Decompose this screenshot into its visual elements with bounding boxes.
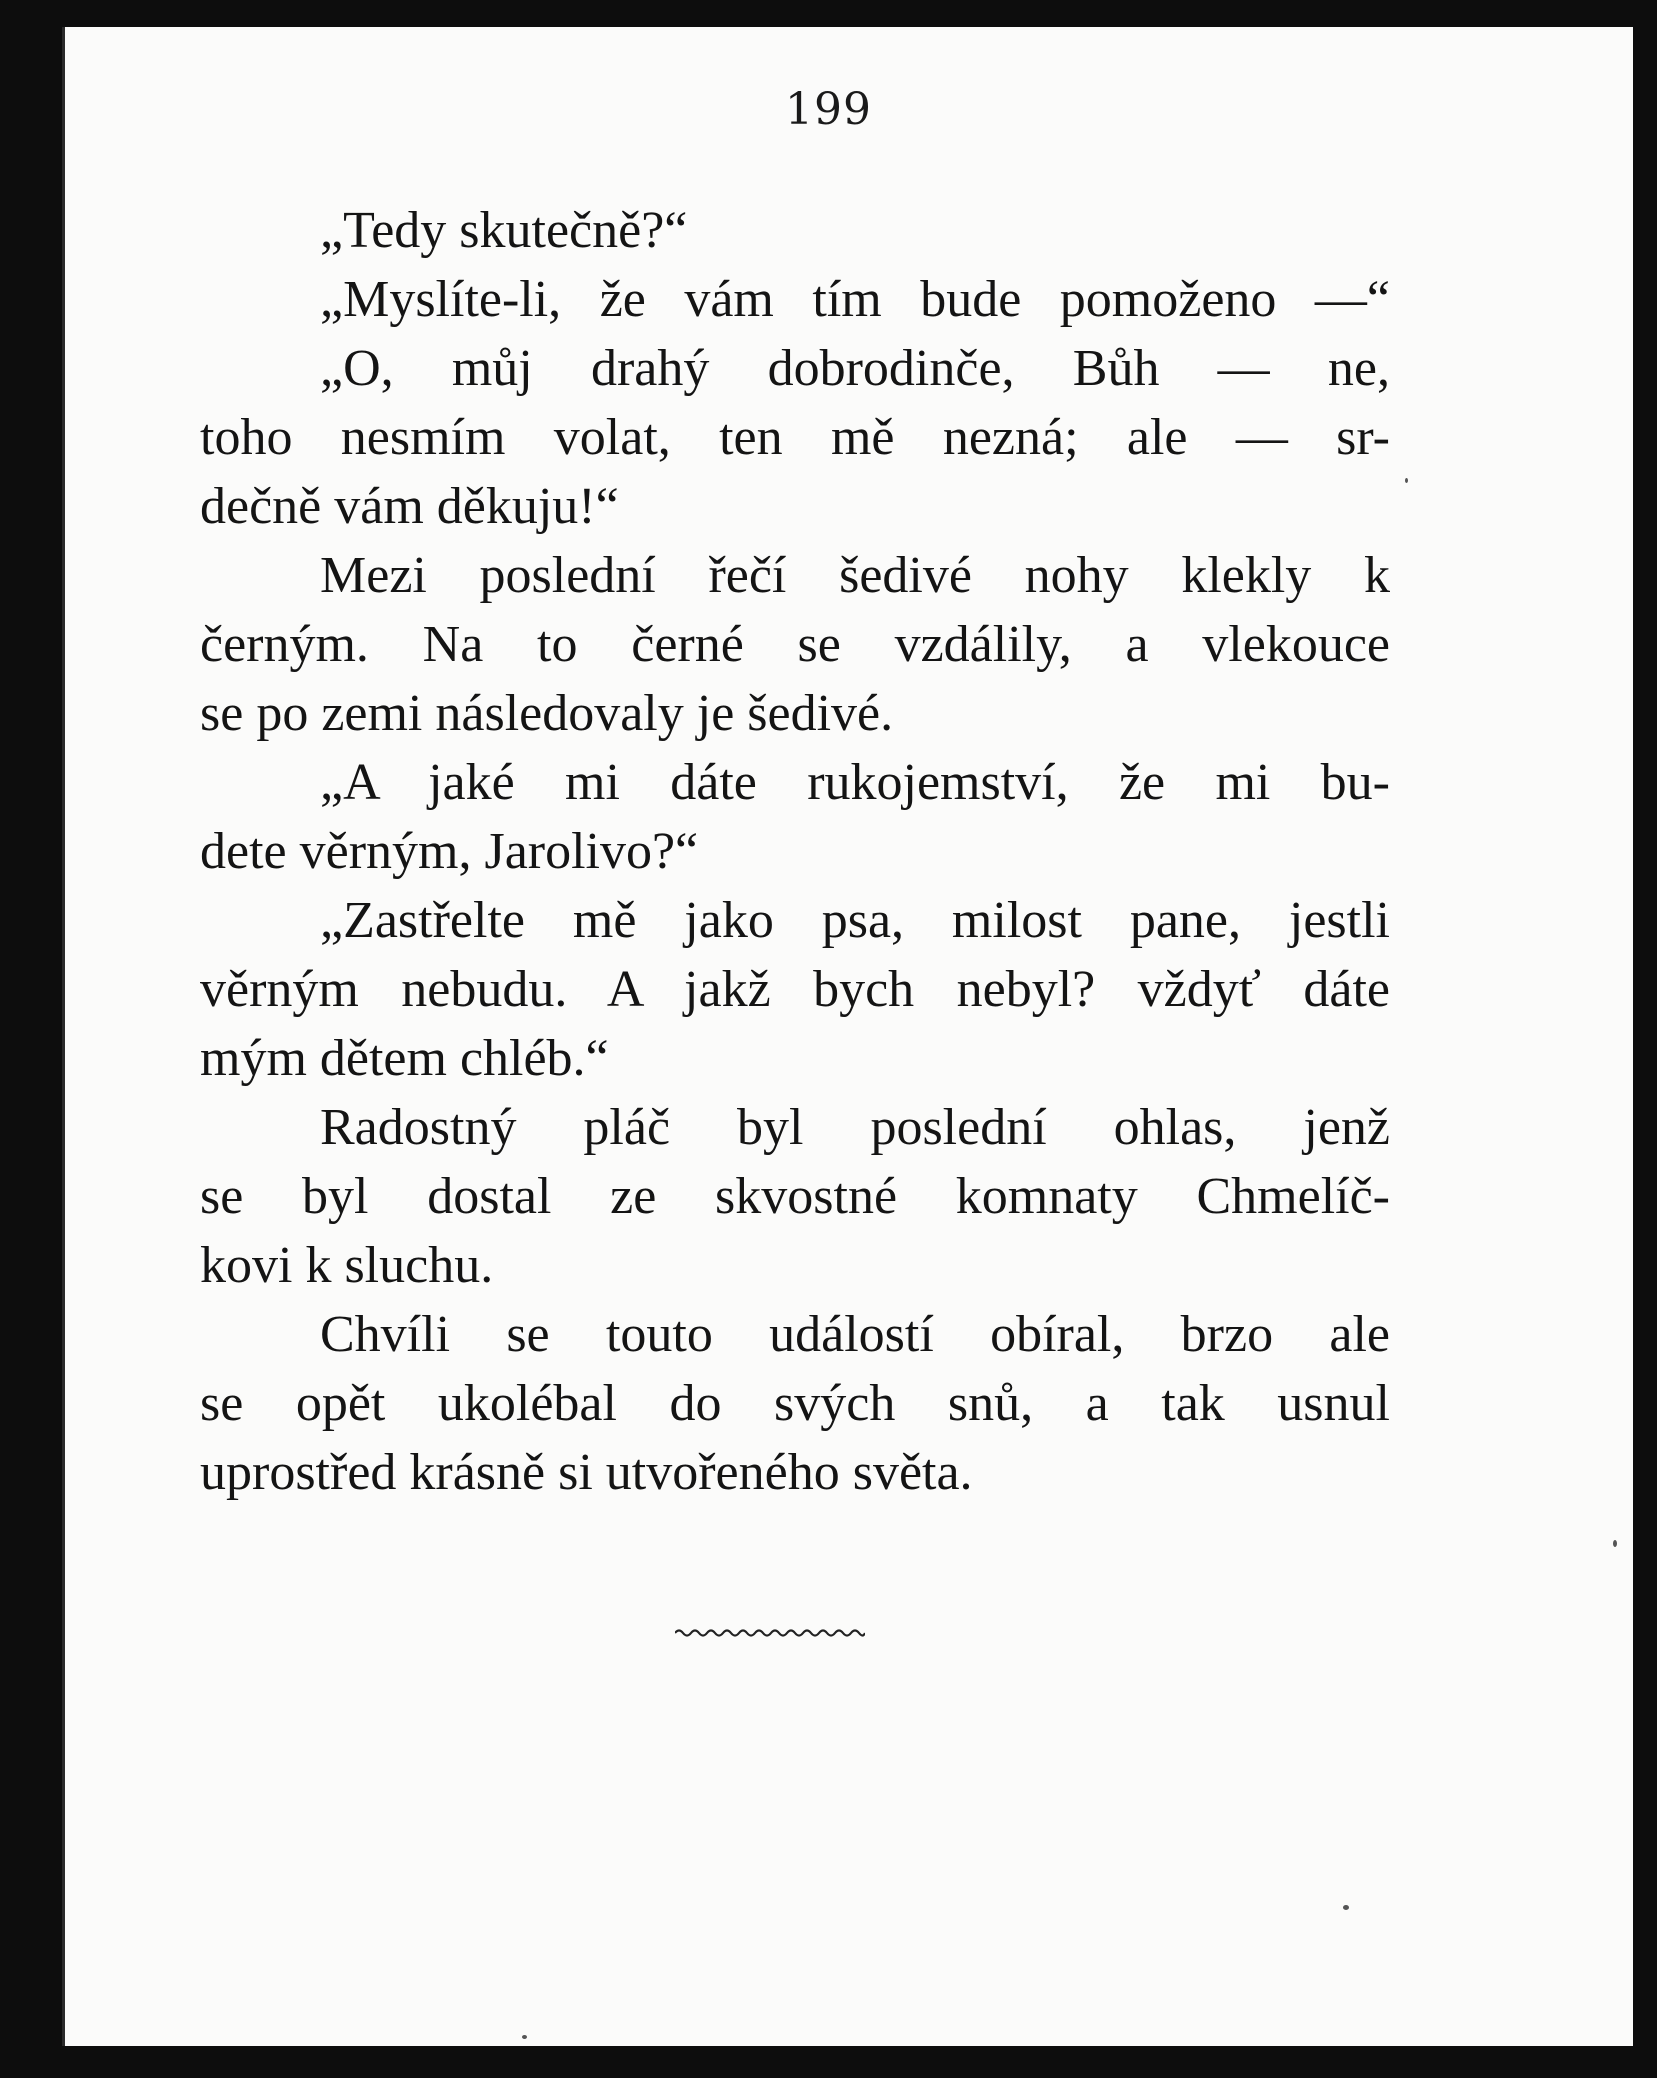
text-line: černým. Na to černé se vzdálily, a vlekouce xyxy=(200,616,1390,673)
text-line: dete věrným, Jarolivo?“ xyxy=(200,823,699,880)
text-line: „Tedy skutečně?“ xyxy=(320,202,688,259)
text-line: Mezi poslední řečí šedivé nohy klekly k xyxy=(320,547,1390,604)
page-number: 199 xyxy=(785,84,872,135)
page-left-edge xyxy=(62,27,65,2046)
text-line: Radostný pláč byl poslední ohlas, jenž xyxy=(320,1099,1390,1156)
scan-speck xyxy=(1405,478,1408,483)
text-line: toho nesmím volat, ten mě nezná; ale — sr- xyxy=(200,409,1390,466)
text-line: „A jaké mi dáte rukojemství, že mi bu- xyxy=(320,754,1390,811)
text-line: se po zemi následovaly je šedivé. xyxy=(200,685,894,742)
text-line: kovi k sluchu. xyxy=(200,1237,494,1294)
text-line: uprostřed krásně si utvořeného světa. xyxy=(200,1444,973,1501)
scan-speck xyxy=(1343,1905,1349,1910)
wavy-ornament-divider xyxy=(675,1626,865,1640)
body-text xyxy=(200,196,1390,1507)
text-line: se byl dostal ze skvostné komnaty Chmelíč- xyxy=(200,1168,1390,1225)
text-line: se opět ukolébal do svých snů, a tak usnul xyxy=(200,1375,1390,1432)
scan-speck xyxy=(522,2035,527,2039)
text-line: Chvíli se touto událostí obíral, brzo ale xyxy=(320,1306,1390,1363)
text-line: dečně vám děkuju!“ xyxy=(200,478,619,535)
text-line: mým dětem chléb.“ xyxy=(200,1030,609,1087)
text-line: věrným nebudu. A jakž bych nebyl? vždyť dáte xyxy=(200,961,1390,1018)
text-line: „O, můj drahý dobrodinče, Bůh — ne, xyxy=(320,340,1390,397)
text-line: „Zastřelte mě jako psa, milost pane, jestli xyxy=(320,892,1390,949)
scan-speck xyxy=(1613,1540,1617,1547)
text-line: „Myslíte-li, že vám tím bude pomoženo —“ xyxy=(320,271,1390,328)
